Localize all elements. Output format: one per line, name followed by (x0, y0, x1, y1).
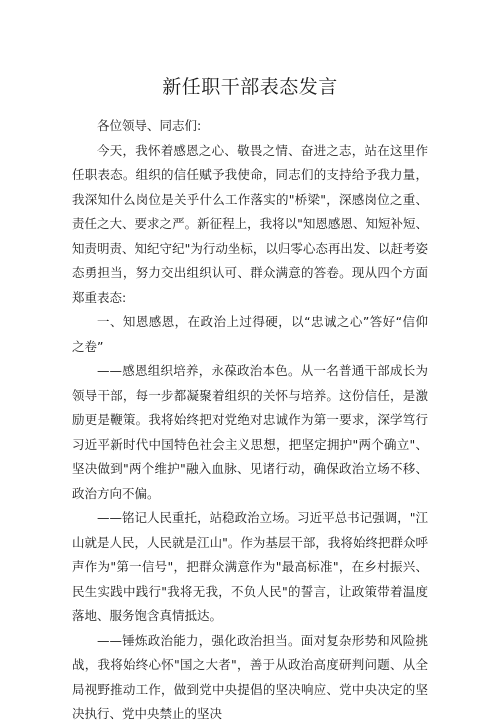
paragraph-gratitude: ——感恩组织培养，永葆政治本色。从一名普通干部成长为领导干部，每一步都凝聚着组织的关怀与培养。这份信任，是激励更是鞭策。我将始终把对党绝对忠诚作为第一要求，深学笃行习近平新时代中国特色社会主义思想，把坚定拥护"两个确立"、坚决做到"两个维护"融入血脉、见诸行动，确保政治立场不移、政治方向不偏。 (72, 363, 428, 501)
section-heading-1: 一、知恩感恩，在政治上过得硬，以“忠诚之心”答好“信仰之卷” (72, 314, 428, 354)
paragraph-people: ——铭记人民重托，站稳政治立场。习近平总书记强调，"江山就是人民，人民就是江山"。作为基层干部，我将始终把群众呼声作为"第一信号"，把群众满意作为"最高标准"，在乡村振兴、民生实践中践行"我将无我，不负人民"的誓言，让政策带着温度落地、服务饱含真情抵达。 (72, 510, 428, 623)
paragraph-intro: 今天，我怀着感恩之心、敬畏之情、奋进之志，站在这里作任职表态。组织的信任赋予我使命，同志们的支持给予我力量，我深知什么岗位是关乎什么工作落实的"桥梁"，深感岗位之重、责任之大、要求之严。新征程上，我将以"知恩感恩、知短补短、知责明责、知纪守纪"为行动坐标，以归零心态再出发、以赶考姿态勇担当，努力交出组织认可、群众满意的答卷。现从四个方面郑重表态: (72, 142, 428, 305)
salutation: 各位领导、同志们: (97, 118, 202, 133)
paragraph-political-ability: ——锤炼政治能力，强化政治担当。面对复杂形势和风险挑战，我将始终心怀"国之大者"，善于从政治高度研判问题、从全局视野推动工作，做到党中央提倡的坚决响应、党中央决定的坚决执行、党中央禁止的坚决 (72, 632, 428, 721)
document-title: 新任职干部表态发言 (162, 76, 338, 98)
